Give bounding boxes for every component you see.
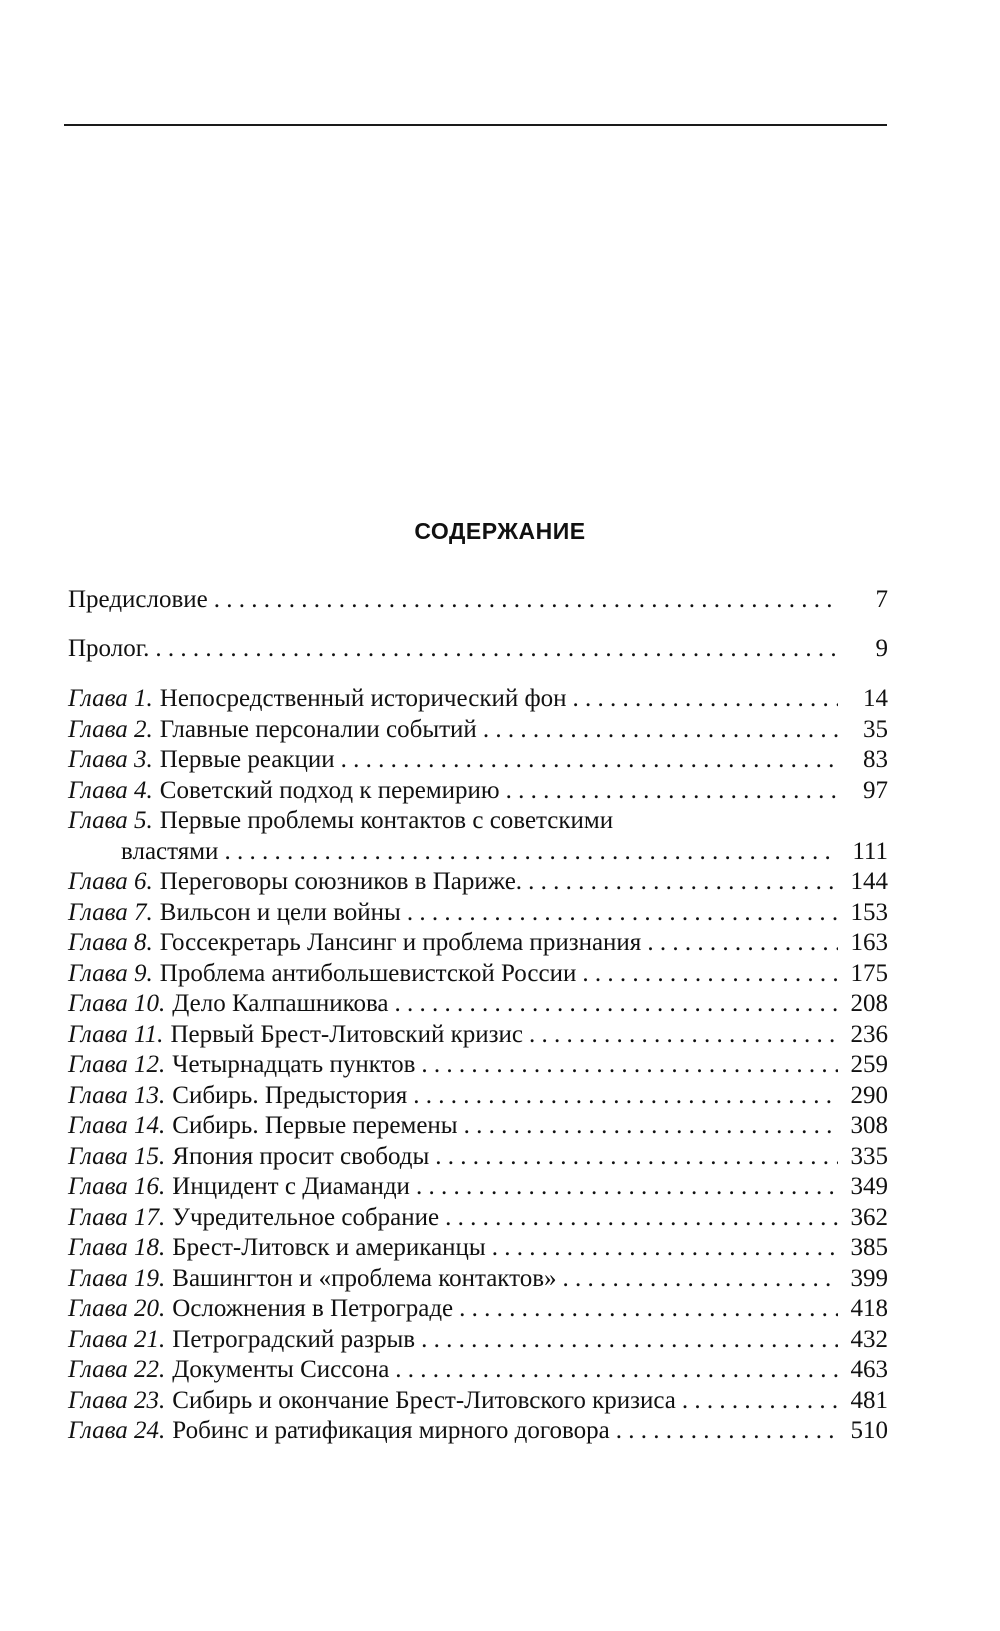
toc-entry-chapter [68, 1325, 888, 1356]
chapter-prefix: Глава 12. [68, 1051, 166, 1078]
entry-title: Япония просит свободы [172, 1142, 430, 1170]
dot-leader [563, 1264, 838, 1295]
chapter-prefix: Глава 1. [68, 685, 153, 712]
entry-title: Сибирь. Предыстория [172, 1081, 408, 1109]
chapter-prefix: Глава 16. [68, 1173, 166, 1200]
toc-entry-chapter [68, 959, 888, 990]
toc-entry-chapter [68, 1264, 888, 1295]
chapter-prefix: Глава 17. [68, 1203, 166, 1231]
table-of-contents [68, 585, 888, 1447]
dot-leader [529, 1020, 838, 1051]
dot-leader [413, 1081, 838, 1112]
chapter-prefix: Глава 3. [68, 746, 153, 773]
dot-leader [421, 1050, 838, 1081]
toc-entry-chapter [68, 1203, 888, 1234]
dot-leader [435, 1142, 838, 1173]
dot-leader [395, 989, 838, 1020]
chapter-prefix: Глава 9. [68, 959, 153, 987]
dot-leader [416, 1172, 838, 1203]
chapter-prefix: Глава 15. [68, 1142, 166, 1170]
chapter-prefix: Глава 14. [68, 1112, 166, 1139]
page-number: 153 [850, 898, 888, 926]
chapter-prefix: Глава 21. [68, 1325, 166, 1353]
entry-title: Инцидент с Диаманди [172, 1173, 410, 1200]
dot-leader [459, 1294, 838, 1325]
entry-title: Сибирь. Первые перемены [172, 1112, 458, 1139]
page-number: 111 [852, 837, 888, 865]
chapter-prefix: Глава 23. [68, 1386, 166, 1414]
toc-entry-chapter [68, 806, 888, 867]
page-number: 335 [850, 1142, 888, 1170]
entry-title: Главные персоналии событий [159, 715, 477, 743]
page-number: 308 [850, 1112, 888, 1139]
entry-title: Пролог. [68, 634, 150, 662]
dot-leader [483, 715, 838, 746]
page-number: 418 [850, 1295, 888, 1322]
entry-title: Непосредственный исторический фон [159, 685, 567, 712]
toc-entry-chapter [68, 898, 888, 929]
chapter-prefix: Глава 13. [68, 1081, 166, 1109]
dot-leader [506, 776, 838, 807]
entry-title: Первые реакции [159, 746, 335, 773]
toc-entry-preface [68, 585, 888, 616]
dot-leader [341, 745, 838, 776]
page-number: 510 [850, 1417, 888, 1444]
entry-title: Предисловие [68, 586, 208, 613]
dot-leader [395, 1355, 838, 1386]
entry-title: Осложнения в Петрограде [172, 1295, 454, 1322]
dot-leader [492, 1233, 838, 1264]
chapter-prefix: Глава 5. [68, 807, 153, 834]
entry-title: Сибирь и окончание Брест-Литовского кризиса [172, 1386, 676, 1414]
toc-entry-chapter [68, 928, 888, 959]
entry-title-continued: властями [121, 837, 219, 865]
entry-title: Дело Калпашникова [172, 990, 389, 1017]
entry-title: Вашингтон и «проблема контактов» [172, 1264, 557, 1292]
page-number: 290 [850, 1081, 888, 1109]
page-number: 349 [850, 1173, 888, 1200]
page-number: 481 [850, 1386, 888, 1414]
entry-title: Первые проблемы контактов с советскими [159, 807, 614, 834]
entry-title: Проблема антибольшевистской России [159, 959, 577, 987]
toc-entry-chapter [68, 776, 888, 807]
chapter-prefix: Глава 10. [68, 990, 166, 1017]
toc-entry-chapter [68, 1142, 888, 1173]
chapter-prefix: Глава 4. [68, 776, 153, 804]
dot-leader [582, 959, 838, 990]
entry-title: Петроградский разрыв [172, 1325, 416, 1353]
toc-entry-chapter [68, 1020, 888, 1051]
chapter-prefix: Глава 2. [68, 715, 153, 743]
header-rule [64, 124, 887, 126]
chapter-list [68, 684, 888, 1447]
dot-leader [464, 1111, 838, 1142]
entry-title: Переговоры союзников в Париже. [159, 868, 523, 895]
page-number: 14 [863, 685, 888, 712]
toc-entry-chapter [68, 1233, 888, 1264]
page-number: 7 [875, 586, 888, 613]
chapter-prefix: Глава 19. [68, 1264, 166, 1292]
toc-entry-chapter [68, 1081, 888, 1112]
toc-entry-chapter [68, 1111, 888, 1142]
chapter-prefix: Глава 11. [68, 1020, 164, 1048]
entry-title: Госсекретарь Лансинг и проблема признания [159, 929, 642, 956]
page-number: 9 [875, 634, 888, 662]
page-number: 163 [850, 929, 888, 956]
toc-entry-chapter [68, 1294, 888, 1325]
dot-leader [224, 837, 838, 868]
entry-title: Первый Брест-Литовский кризис [170, 1020, 523, 1048]
dot-leader [528, 867, 838, 898]
chapter-prefix: Глава 24. [68, 1417, 166, 1444]
page-number: 236 [850, 1020, 888, 1048]
chapter-prefix: Глава 6. [68, 868, 153, 895]
page-number: 35 [863, 715, 888, 743]
entry-title: Документы Сиссона [172, 1356, 390, 1383]
toc-entry-chapter [68, 684, 888, 715]
toc-entry-chapter [68, 1416, 888, 1447]
page-number: 97 [863, 776, 888, 804]
toc-entry-chapter [68, 1050, 888, 1081]
chapter-prefix: Глава 8. [68, 929, 153, 956]
chapter-prefix: Глава 20. [68, 1295, 166, 1322]
dot-leader [421, 1325, 838, 1356]
dot-leader [682, 1386, 838, 1417]
chapter-prefix: Глава 22. [68, 1356, 166, 1383]
chapter-prefix: Глава 7. [68, 898, 153, 926]
toc-entry-chapter [68, 715, 888, 746]
page-number: 432 [850, 1325, 888, 1353]
dot-leader [214, 585, 838, 616]
toc-entry-chapter [68, 1386, 888, 1417]
entry-title: Учредительное собрание [172, 1203, 440, 1231]
page-number: 399 [850, 1264, 888, 1292]
page-number: 259 [850, 1051, 888, 1078]
toc-entry-chapter [68, 867, 888, 898]
page-number: 362 [850, 1203, 888, 1231]
toc-heading: СОДЕРЖАНИЕ [414, 518, 586, 544]
toc-entry-chapter [68, 1355, 888, 1386]
page-number: 208 [850, 990, 888, 1017]
entry-title: Вильсон и цели войны [159, 898, 401, 926]
entry-title: Робинс и ратификация мирного договора [172, 1417, 610, 1444]
page-number: 463 [850, 1356, 888, 1383]
entry-title: Брест-Литовск и американцы [172, 1234, 486, 1261]
toc-entry-chapter [68, 745, 888, 776]
toc-entry-chapter [68, 1172, 888, 1203]
page-number: 175 [850, 959, 888, 987]
page-number: 83 [863, 746, 888, 773]
dot-leader [616, 1416, 838, 1447]
page-number: 385 [850, 1234, 888, 1261]
dot-leader [573, 684, 838, 715]
dot-leader [155, 634, 838, 665]
dot-leader [407, 898, 838, 929]
dot-leader [445, 1203, 838, 1234]
toc-entry-prologue [68, 634, 888, 665]
toc-entry-chapter [68, 989, 888, 1020]
chapter-prefix: Глава 18. [68, 1234, 166, 1261]
page-number: 144 [850, 868, 888, 895]
entry-title: Четырнадцать пунктов [172, 1051, 416, 1078]
dot-leader [647, 928, 838, 959]
entry-title: Советский подход к перемирию [159, 776, 500, 804]
